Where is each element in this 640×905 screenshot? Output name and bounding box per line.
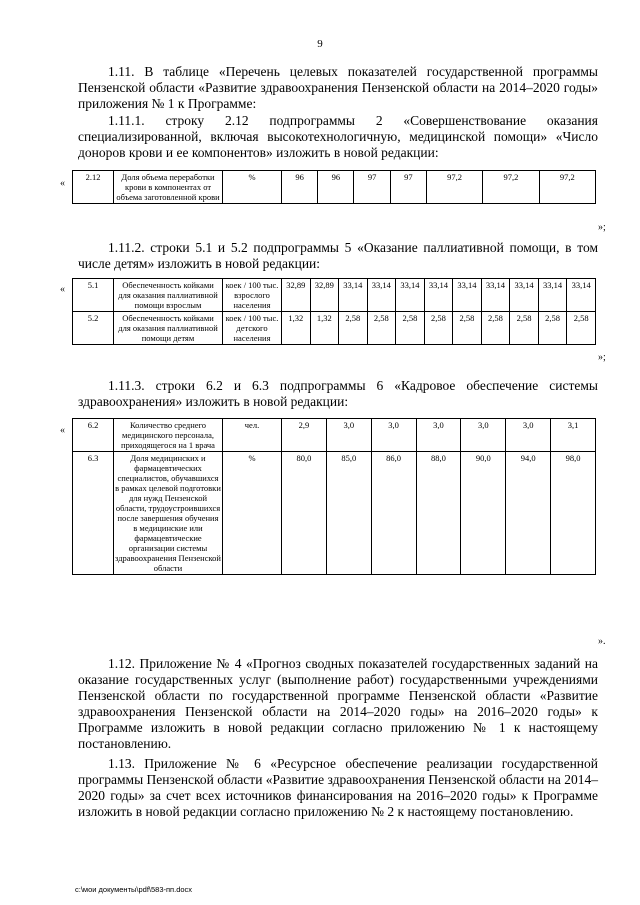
row-unit: коек / 100 тыс. детского населения: [223, 312, 282, 345]
value-cell: 2,58: [510, 312, 539, 345]
table1-open-quote: «: [60, 178, 65, 189]
value-cell: 97: [354, 171, 390, 204]
value-cell: 94,0: [506, 452, 551, 575]
table-row: [73, 279, 596, 312]
table-row: [73, 452, 596, 575]
value-cell: 2,58: [367, 312, 396, 345]
value-cell: 33,14: [481, 279, 510, 312]
paragraph-1-11-2: 1.11.2. строки 5.1 и 5.2 подпрограммы 5 «Оказание паллиативной помощи, в том числе детям» изложить в новой редакции:: [78, 240, 598, 271]
table3-open-quote: «: [60, 425, 65, 436]
value-cell: 33,14: [538, 279, 567, 312]
value-cell: 32,89: [310, 279, 339, 312]
paragraph-1-12: 1.12. Приложение № 4 «Прогноз сводных показателей государственных заданий на оказание государственных услуг (выполнение работ) государственными учреждениями Пензенской области по государственной программе Пензенской области «Развитие здравоохранения Пензенской области на 2014–2020 годы» на 2016–2020 годы» к Программе изложить в новой редакции согласно приложению № 1 к настоящему постановлению.: [78, 656, 598, 751]
value-cell: 2,58: [453, 312, 482, 345]
value-cell: 97,2: [539, 171, 595, 204]
row-name: Обеспеченность койками для оказания паллиативной помощи взрослым: [114, 279, 223, 312]
paragraph-1-11-3: 1.11.3. строки 6.2 и 6.3 подпрограммы 6 «Кадровое обеспечение системы здравоохранения» изложить в новой редакции:: [78, 378, 598, 409]
value-cell: 3,0: [416, 419, 461, 452]
footer-file-path: c:\мои документы\pdf\583-пп.docx: [75, 885, 193, 894]
value-cell: 1,32: [310, 312, 339, 345]
table3-close-quote: ».: [598, 636, 606, 647]
value-cell: 3,0: [326, 419, 371, 452]
value-cell: 97,2: [483, 171, 539, 204]
value-cell: 86,0: [371, 452, 416, 575]
value-cell: 33,14: [339, 279, 368, 312]
value-cell: 32,89: [282, 279, 311, 312]
value-cell: 98,0: [551, 452, 596, 575]
value-cell: 96: [282, 171, 318, 204]
table-rows-5-1-5-2: [72, 278, 596, 345]
paragraph-1-11: 1.11. В таблице «Перечень целевых показателей государственной программы Пензенской области «Развитие здравоохранения Пензенской области на 2014–2020 годы» приложения № 1 к Программе:: [78, 64, 598, 111]
value-cell: 2,9: [282, 419, 327, 452]
table-rows-6-2-6-3: [72, 418, 596, 575]
value-cell: 88,0: [416, 452, 461, 575]
row-unit: %: [223, 171, 282, 204]
value-cell: 33,14: [453, 279, 482, 312]
value-cell: 33,14: [424, 279, 453, 312]
row-name: Количество среднего медицинского персонала, приходящегося на 1 врача: [114, 419, 223, 452]
row-unit: чел.: [223, 419, 282, 452]
table-row-2-12: [72, 170, 596, 204]
row-name: Обеспеченность койками для оказания паллиативной помощи детям: [114, 312, 223, 345]
value-cell: 3,0: [461, 419, 506, 452]
value-cell: 90,0: [461, 452, 506, 575]
value-cell: 33,14: [396, 279, 425, 312]
page-number: 9: [317, 38, 323, 50]
table-row: [73, 171, 596, 204]
value-cell: 97: [390, 171, 426, 204]
row-unit: %: [223, 452, 282, 575]
value-cell: 1,32: [282, 312, 311, 345]
table2-open-quote: «: [60, 284, 65, 295]
value-cell: 2,58: [424, 312, 453, 345]
value-cell: 2,58: [567, 312, 596, 345]
row-name: Доля объема переработки крови в компонентах от объема заготовленной крови: [114, 171, 223, 204]
table2-close-quote: »;: [598, 352, 606, 363]
value-cell: 85,0: [326, 452, 371, 575]
row-num: 6.2: [73, 419, 114, 452]
value-cell: 33,14: [567, 279, 596, 312]
table1-close-quote: »;: [598, 222, 606, 233]
value-cell: 2,58: [339, 312, 368, 345]
value-cell: 3,0: [506, 419, 551, 452]
value-cell: 3,1: [551, 419, 596, 452]
row-num: 2.12: [73, 171, 114, 204]
value-cell: 80,0: [282, 452, 327, 575]
value-cell: 3,0: [371, 419, 416, 452]
value-cell: 33,14: [367, 279, 396, 312]
value-cell: 33,14: [510, 279, 539, 312]
value-cell: 2,58: [538, 312, 567, 345]
value-cell: 2,58: [396, 312, 425, 345]
row-num: 6.3: [73, 452, 114, 575]
table-row: [73, 419, 596, 452]
table-row: [73, 312, 596, 345]
row-unit: коек / 100 тыс. взрослого населения: [223, 279, 282, 312]
paragraph-1-11-1: 1.11.1. строку 2.12 подпрограммы 2 «Совершенствование оказания специализированной, включая высокотехнологичную, медицинской помощи» «Число доноров крови и ее компонентов» изложить в новой редакции:: [78, 113, 598, 160]
row-name: Доля медицинских и фармацевтических специалистов, обучавшихся в рамках целевой подготовки для нужд Пензенской области, трудоустроившихся после завершения обучения в медицинские или фармацевтические организации системы здравоохранения Пензенской области: [115, 453, 221, 573]
value-cell: 2,58: [481, 312, 510, 345]
value-cell: 96: [318, 171, 354, 204]
row-num: 5.2: [73, 312, 114, 345]
paragraph-1-13: 1.13. Приложение № 6 «Ресурсное обеспечение реализации государственной программы Пензенской области «Развитие здравоохранения Пензенской области на 2014–2020 годы» за счет всех источников финансирования на 2016–2020 годы» к Программе изложить в новой редакции согласно приложению № 2 к настоящему постановлению.: [78, 756, 598, 819]
value-cell: 97,2: [426, 171, 482, 204]
row-num: 5.1: [73, 279, 114, 312]
